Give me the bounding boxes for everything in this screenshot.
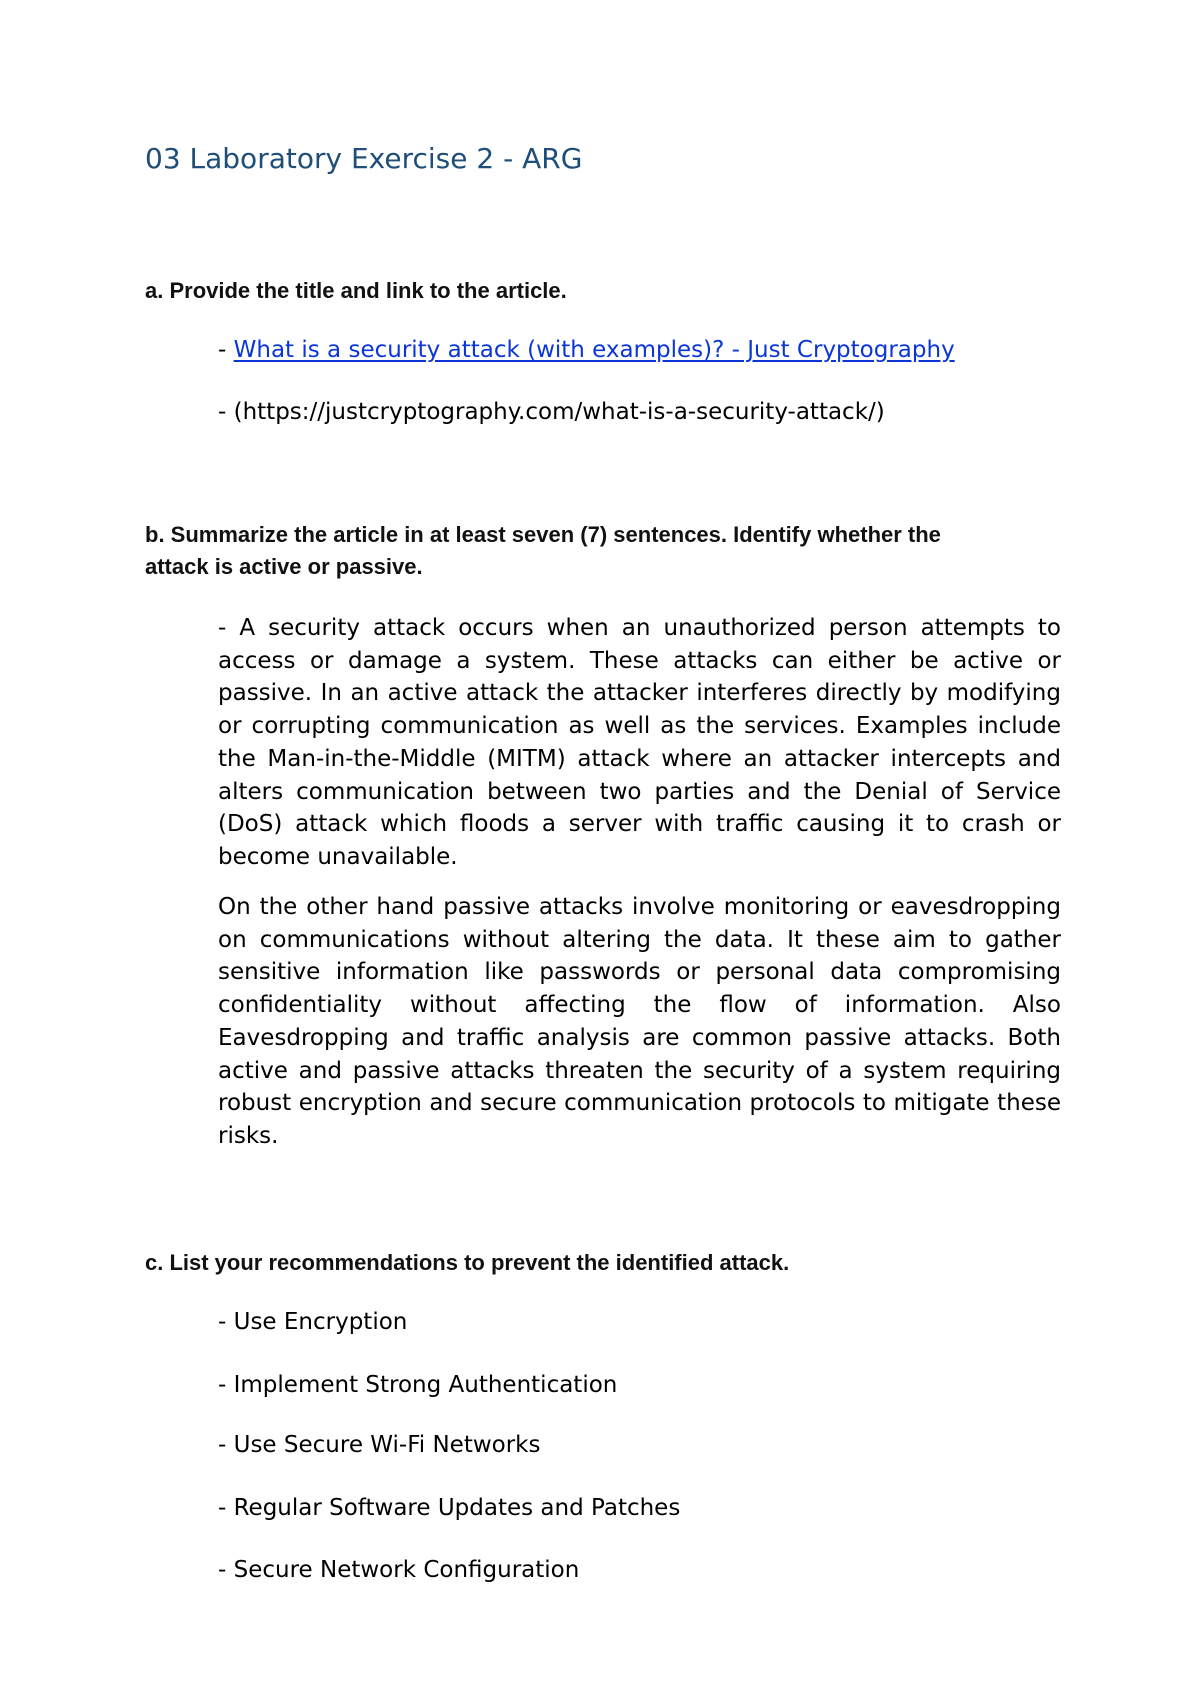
- summary-paragraph-1: - A security attack occurs when an unauthorized person attempts to access or damage a system. These attacks can either be active or passive. In an active attack the attacker interferes directly by modifying or corrupting communication as well as the services. Examples include the Man-in-the-Middle (MITM) attack where an attacker intercepts and alters communication between two parties and the Denial of Service (DoS) attack which floods a server with traffic causing it to crash or become unavailable.: [218, 615, 1061, 870]
- article-url-line: - (https://justcryptography.com/what-is-a-security-attack/): [218, 399, 885, 425]
- question-c: c. List your recommendations to prevent the identified attack.: [145, 1250, 790, 1275]
- recommendation-item: - Implement Strong Authentication: [218, 1372, 618, 1398]
- article-link[interactable]: What is a security attack (with examples)? - Just Cryptography: [233, 337, 955, 363]
- recommendation-item: - Secure Network Configuration: [218, 1557, 580, 1583]
- question-b: b. Summarize the article in at least seven (7) sentences. Identify whether the attack is active or passive.: [145, 522, 941, 579]
- summary-paragraph-2: On the other hand passive attacks involve monitoring or eavesdropping on communications without altering the data. It these aim to gather sensitive information like passwords or personal data compromising confidentiality without affecting the flow of information. Also Eavesdropping and traffic analysis are common passive attacks. Both active and passive attacks threaten the security of a system requiring robust encryption and secure communication protocols to mitigate these risks.: [218, 894, 1061, 1149]
- recommendation-item: - Regular Software Updates and Patches: [218, 1495, 681, 1521]
- recommendation-item: - Use Encryption: [218, 1309, 408, 1335]
- article-title-line: [218, 335, 955, 365]
- recommendation-item: - Use Secure Wi-Fi Networks: [218, 1432, 541, 1458]
- page-title: 03 Laboratory Exercise 2 - ARG: [145, 142, 583, 175]
- dash: -: [218, 337, 234, 363]
- question-a: a. Provide the title and link to the article.: [145, 278, 567, 303]
